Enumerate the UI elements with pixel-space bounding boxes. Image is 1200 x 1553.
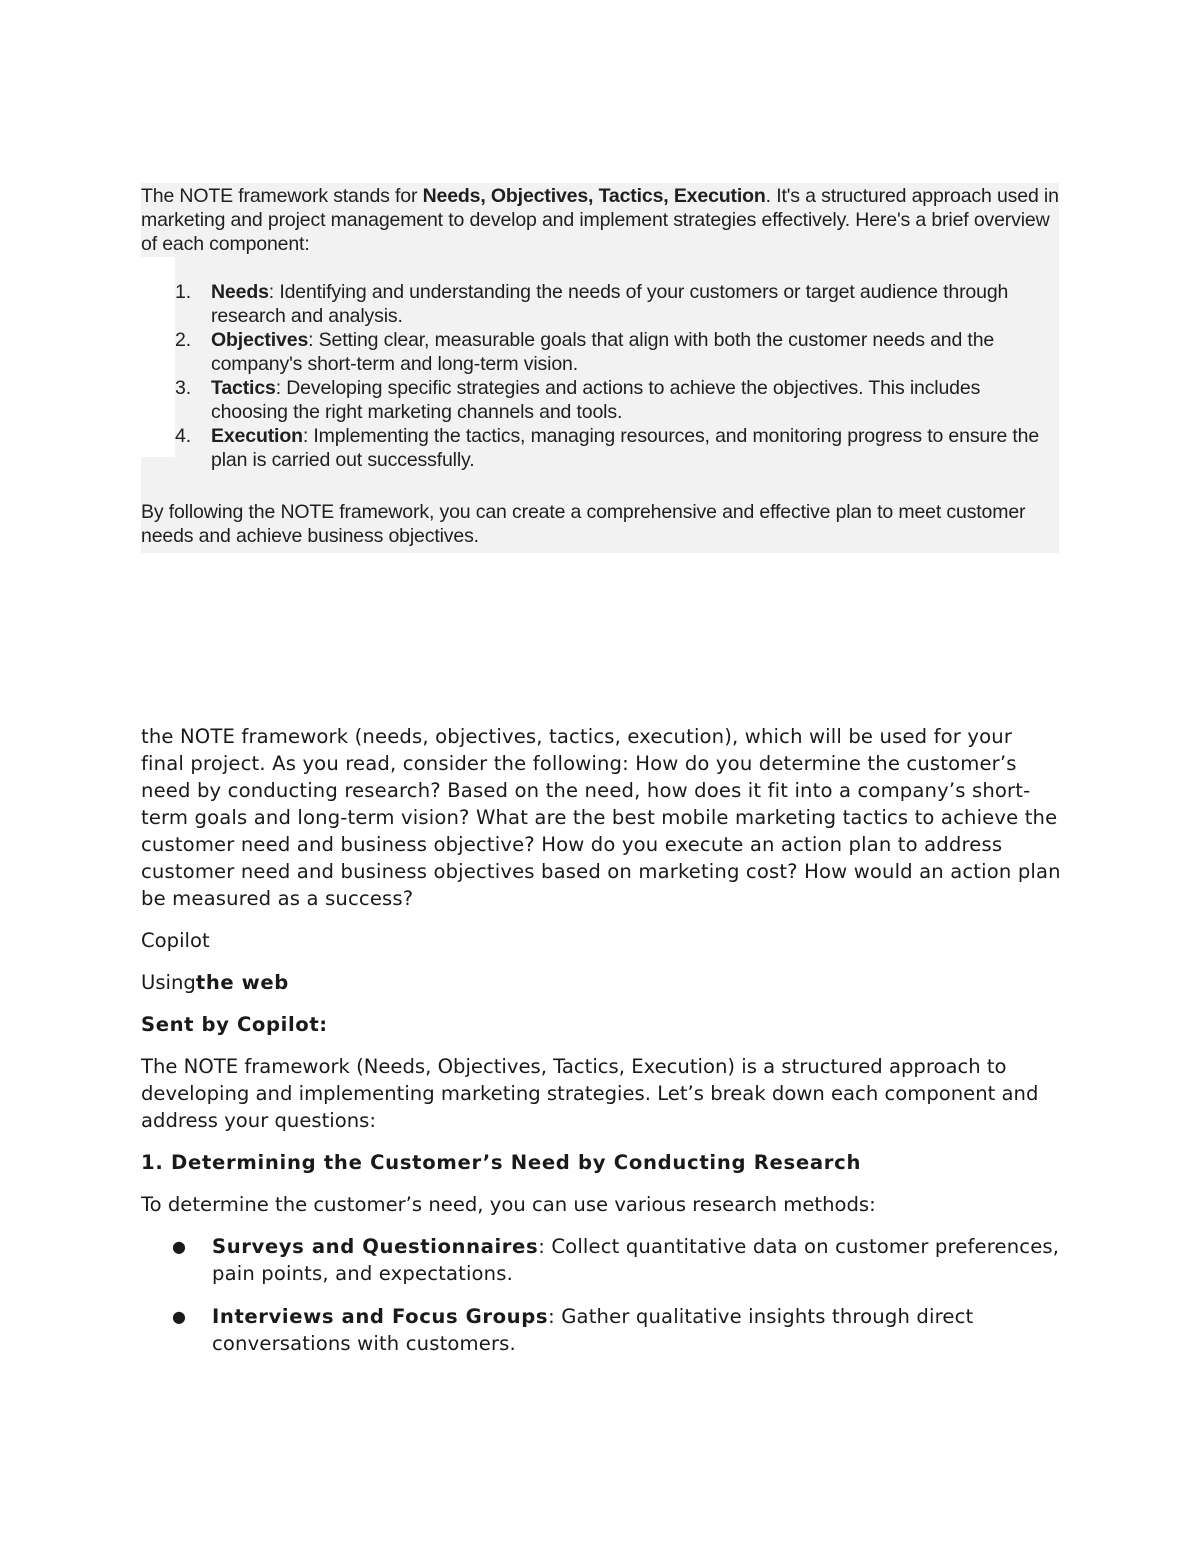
closing-paragraph: By following the NOTE framework, you can create a comprehensive and effective plan to meet customer needs and achieve business objectives.	[141, 501, 1026, 547]
using-line	[141, 969, 1061, 996]
response-intro: The NOTE framework (Needs, Objectives, Tactics, Execution) is a structured approach to developing and implementing marketing strategies. Let’s break down each component and address your questions:	[141, 1055, 1039, 1132]
list-number: 1.	[175, 281, 191, 303]
bullet-icon: ●	[172, 1307, 187, 1326]
method-term: Surveys and Questionnaires	[212, 1235, 539, 1258]
list-term: Objectives	[211, 329, 309, 351]
document-body	[141, 723, 1061, 1373]
using-prefix: Using	[141, 971, 196, 994]
list-number: 3.	[175, 377, 191, 399]
sent-by-label: Sent by Copilot:	[141, 1013, 328, 1036]
copilot-summary-block	[141, 183, 1059, 553]
list-item	[141, 424, 1059, 472]
intro-suffix: . It's a structured approach used in marketing and project management to develop and implement strategies effectively. Here's a brief overview of each component:	[141, 185, 1059, 255]
list-item	[141, 1233, 1061, 1287]
using-source: the web	[195, 971, 289, 994]
list-desc: : Developing specific strategies and actions to achieve the objectives. This includes choosing the right marketing channels and tools.	[211, 377, 981, 423]
intro-prefix: The NOTE framework stands for	[141, 185, 423, 207]
intro-bold-terms: Needs, Objectives, Tactics, Execution	[422, 185, 766, 207]
list-number: 4.	[175, 425, 191, 447]
list-term: Tactics	[211, 377, 276, 399]
intro-paragraph	[141, 183, 1059, 256]
note-component-list	[141, 280, 1059, 472]
list-desc: : Setting clear, measurable goals that align with both the customer needs and the company's short-term and long-term vision.	[211, 329, 995, 375]
list-item	[141, 280, 1059, 328]
copilot-label: Copilot	[141, 929, 210, 952]
bullet-icon: ●	[172, 1237, 187, 1256]
method-desc: : Collect quantitative data on customer preferences, pain points, and expectations.	[212, 1235, 1060, 1285]
assignment-question: the NOTE framework (needs, objectives, tactics, execution), which will be used for your final project. As you read, consider the following: How do you determine the customer’s need by conducting research? Based on the need, how does it fit into a company’s short-term goals and long-term vision? What are the best mobile marketing tactics to achieve the customer need and business objective? How do you execute an action plan to address customer need and business objectives based on marketing cost? How would an action plan be measured as a success?	[141, 725, 1061, 910]
section-heading: 1. Determining the Customer’s Need by Conducting Research	[141, 1151, 862, 1174]
list-term: Execution	[211, 425, 303, 447]
list-number: 2.	[175, 329, 191, 351]
list-term: Needs	[211, 281, 269, 303]
list-desc: : Identifying and understanding the needs of your customers or target audience through research and analysis.	[211, 281, 1009, 327]
research-methods-list	[141, 1233, 1061, 1357]
list-item	[141, 376, 1059, 424]
list-desc: : Implementing the tactics, managing resources, and monitoring progress to ensure the plan is carried out successfully.	[211, 425, 1040, 471]
method-desc: : Gather qualitative insights through direct conversations with customers.	[212, 1305, 974, 1355]
section-intro: To determine the customer’s need, you can use various research methods:	[141, 1193, 876, 1216]
method-term: Interviews and Focus Groups	[212, 1305, 549, 1328]
list-item	[141, 1303, 1061, 1357]
list-item	[141, 328, 1059, 376]
